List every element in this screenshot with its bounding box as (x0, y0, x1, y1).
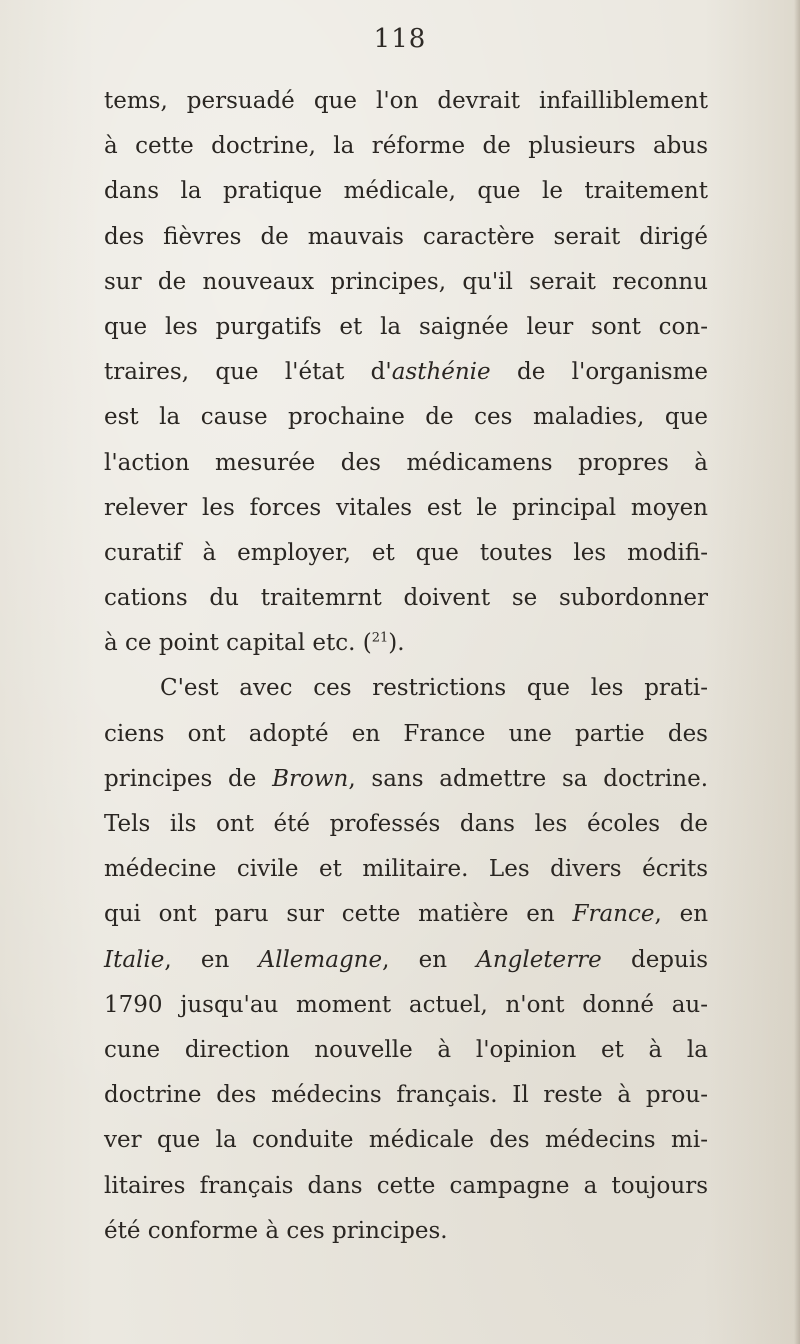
text-line: est la cause prochaine de ces maladies, que (104, 404, 708, 431)
text-line: que les purgatifs et la saignée leur sont con- (104, 313, 708, 340)
text-line: sur de nouveaux principes, qu'il serait reconnu (104, 268, 708, 295)
text-line (104, 350, 708, 395)
page-number: 118 (373, 24, 427, 54)
italic-term: Brown (272, 765, 349, 792)
text-line: dans la pratique médicale, que le traitement (104, 178, 708, 205)
italic-term: France (572, 901, 655, 928)
text-line (104, 892, 708, 937)
text-line: C'est avec ces restrictions que les prati- (160, 675, 708, 702)
text-line: des fièvres de mauvais caractère serait dirigé (104, 223, 708, 250)
text-run: depuis (601, 946, 708, 973)
text-line: ciens ont adopté en France une partie des (104, 720, 708, 747)
text-run: à ce point capital etc. ( (104, 630, 372, 657)
text-line (104, 621, 708, 666)
text-line: à cette doctrine, la réforme de plusieurs abus (104, 133, 708, 160)
text-run: traires, que l'état d' (104, 359, 392, 386)
text-line: cune direction nouvelle à l'opinion et à la (104, 1036, 708, 1063)
text-run: de l'organisme (490, 359, 708, 386)
italic-term: Italie (104, 946, 165, 973)
text-run: , en (654, 901, 709, 928)
text-line: relever les forces vitales est le principal moyen (104, 494, 708, 521)
text-run: , en (164, 946, 259, 973)
italic-term: asthénie (391, 359, 491, 386)
text-line: 1790 jusqu'au moment actuel, n'ont donné au- (104, 991, 708, 1018)
text-run: ). (388, 630, 405, 657)
text-line: été conforme à ces principes. (104, 1217, 448, 1244)
text-line: ver que la conduite médicale des médecins mi- (104, 1127, 708, 1154)
text-run: principes de (104, 765, 273, 792)
text-run: qui ont paru sur cette matière en (104, 901, 573, 928)
text-line: médecine civile et militaire. Les divers écrits (104, 856, 708, 883)
text-line: cations du traitemrnt doivent se subordonner (104, 585, 708, 612)
italic-term: Allemagne (258, 946, 383, 973)
text-run: , sans admettre sa doctrine. (348, 765, 709, 792)
text-line: Tels ils ont été professés dans les écoles de (104, 811, 708, 837)
text-line: l'action mesurée des médicamens propres à (104, 449, 708, 476)
body-text (104, 79, 708, 1254)
italic-term: Angleterre (476, 946, 602, 973)
text-line (104, 938, 708, 983)
text-line: tems, persuadé que l'on devrait infailliblement (104, 88, 708, 114)
text-run: , en (382, 946, 477, 973)
text-line (104, 757, 708, 802)
text-line: doctrine des médecins français. Il reste à prou- (104, 1082, 708, 1109)
text-line: curatif à employer, et que toutes les modifi- (104, 539, 708, 566)
footnote-ref: 21 (371, 630, 389, 646)
page-edge-shadow (794, 0, 800, 1344)
text-line: litaires français dans cette campagne a toujours (104, 1172, 708, 1199)
